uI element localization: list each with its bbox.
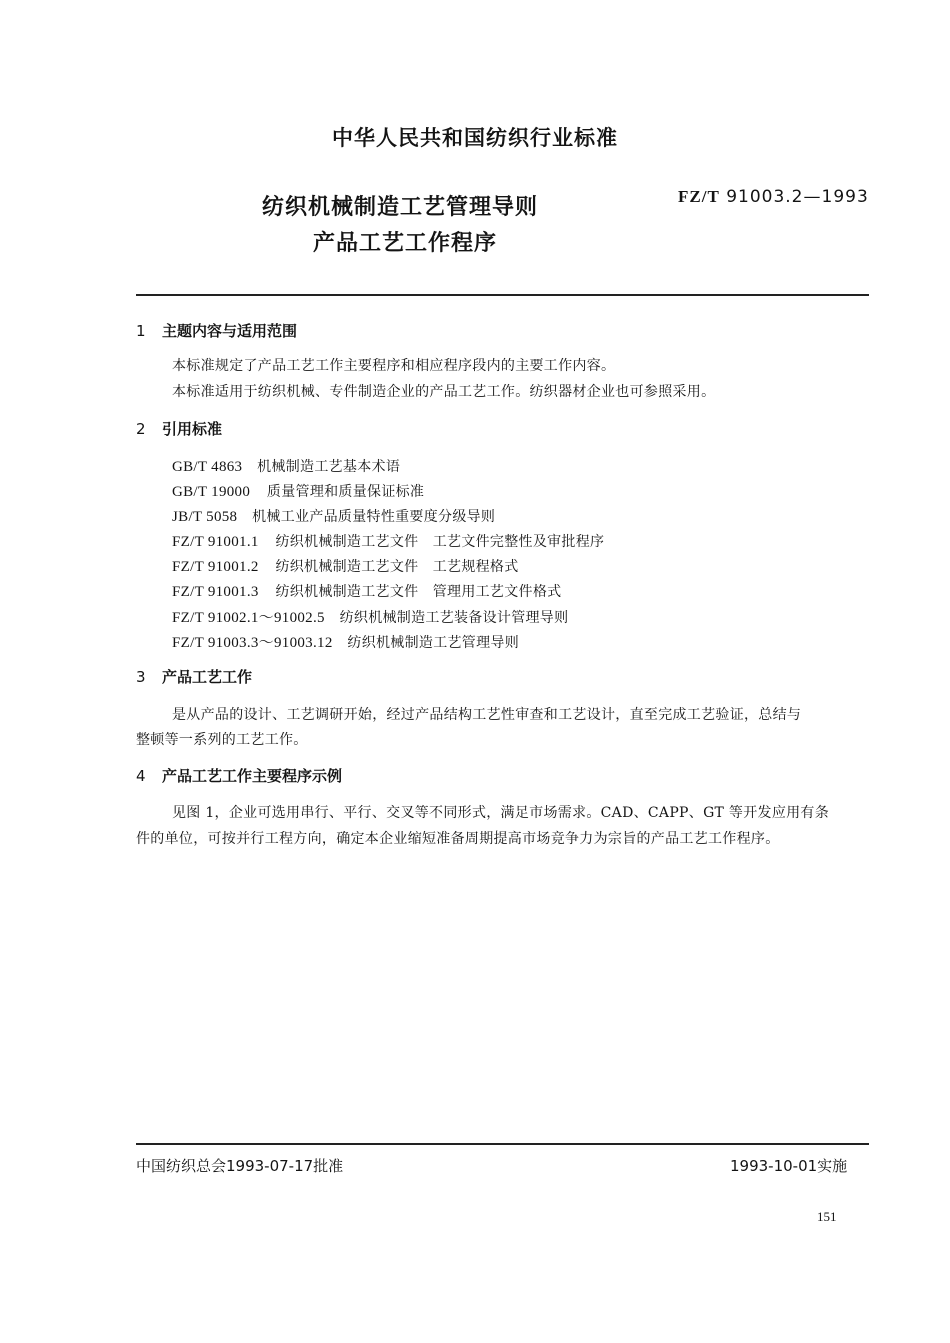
section-number: 2 [136,420,146,438]
reference-code: FZ/T 91002.1～91002.5 [172,610,325,626]
section-title: 产品工艺工作 [162,668,253,686]
issuing-organization: 中华人民共和国纺织行业标准 [332,126,618,150]
reference-code: FZ/T 91001.1 [172,534,259,550]
reference-item [172,531,604,551]
reference-item [172,481,424,501]
standard-code: 91003.2—1993 [726,187,869,207]
section-number: 3 [136,668,146,686]
reference-item [172,506,495,526]
reference-item [172,556,519,576]
reference-code: GB/T 4863 [172,459,243,475]
reference-name: 纺织机械制造工艺装备设计管理导则 [339,610,569,626]
reference-code: FZ/T 91003.3～91003.12 [172,635,333,651]
reference-name: 纺织机械制造工艺管理导则 [347,635,519,651]
section-title: 引用标准 [162,420,223,438]
reference-item [172,606,568,627]
section-1-heading [136,320,297,341]
reference-name: 纺织机械制造工艺文件 工艺规程格式 [275,559,519,575]
section-3-line-2: 整顿等一系列的工艺工作。 [136,732,308,748]
reference-name: 机械工业产品质量特性重要度分级导则 [252,509,496,525]
standard-number [678,187,869,207]
section-1-paragraph-1: 本标准规定了产品工艺工作主要程序和相应程序段内的主要工作内容。 [172,358,616,374]
reference-name: 纺织机械制造工艺文件 工艺文件完整性及审批程序 [275,534,605,550]
reference-code: GB/T 19000 [172,484,251,500]
document-subtitle: 产品工艺工作程序 [313,231,498,256]
reference-item [172,581,561,601]
section-title: 产品工艺工作主要程序示例 [162,767,343,785]
implementation-date: 1993-10-01实施 [730,1157,848,1175]
reference-name: 纺织机械制造工艺文件 管理用工艺文件格式 [275,584,562,600]
reference-name: 质量管理和质量保证标准 [266,484,425,500]
section-number: 4 [136,767,146,785]
reference-code: JB/T 5058 [172,509,238,525]
section-2-heading [136,418,222,439]
section-3-line-1: 是从产品的设计、工艺调研开始，经过产品结构工艺性审查和工艺设计，直至完成工艺验证，总结与 [172,707,802,723]
approval-date: 中国纺织总会1993-07-17批准 [136,1157,344,1175]
reference-code: FZ/T 91001.3 [172,584,259,600]
header-divider [136,294,869,296]
section-title: 主题内容与适用范围 [162,322,298,340]
section-4-heading [136,765,342,786]
section-4-line-1: 见图 1，企业可选用串行、平行、交叉等不同形式，满足市场需求。CAD、CAPP、GT 等开发应用有条 [172,805,830,821]
section-4-line-2: 件的单位，可按并行工程方向，确定本企业缩短准备周期提高市场竞争力为宗旨的产品工艺工作程序。 [136,831,780,847]
section-number: 1 [136,322,146,340]
reference-item [172,456,400,476]
section-3-heading [136,666,252,687]
reference-name: 机械制造工艺基本术语 [257,459,401,475]
reference-code: FZ/T 91001.2 [172,559,259,575]
page-number: 151 [817,1209,837,1224]
standard-prefix: FZ/T [678,187,720,206]
document-title: 纺织机械制造工艺管理导则 [262,195,539,220]
reference-item [172,631,519,652]
section-1-paragraph-2: 本标准适用于纺织机械、专件制造企业的产品工艺工作。纺织器材企业也可参照采用。 [172,384,716,400]
footer-divider [136,1143,869,1145]
